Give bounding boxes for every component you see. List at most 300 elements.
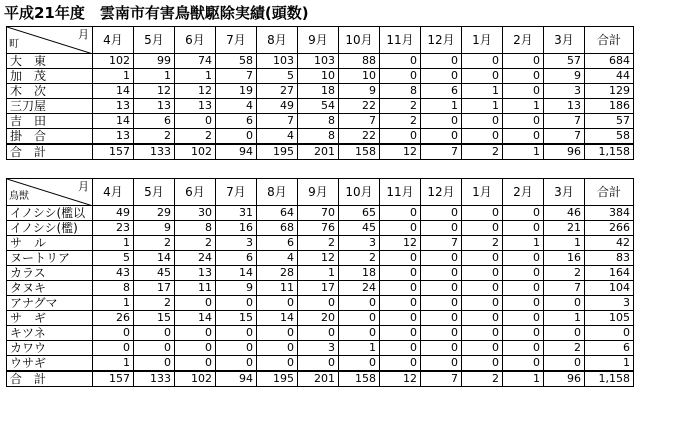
value-cell: 3 bbox=[339, 236, 380, 251]
value-cell: 102 bbox=[175, 371, 216, 387]
value-cell: 64 bbox=[257, 206, 298, 221]
value-cell: 157 bbox=[93, 371, 134, 387]
table-header-row bbox=[7, 179, 634, 206]
value-cell: 1 bbox=[421, 99, 462, 114]
value-cell: 1 bbox=[134, 69, 175, 84]
value-cell: 0 bbox=[503, 54, 544, 69]
column-header-month: 5月 bbox=[134, 179, 175, 206]
value-cell: 49 bbox=[93, 206, 134, 221]
value-cell: 96 bbox=[544, 144, 585, 160]
value-cell: 43 bbox=[93, 266, 134, 281]
value-cell: 0 bbox=[298, 356, 339, 372]
value-cell: 0 bbox=[544, 326, 585, 341]
value-cell: 11 bbox=[175, 281, 216, 296]
row-label: ヌートリア bbox=[7, 251, 93, 266]
value-cell: 96 bbox=[544, 371, 585, 387]
column-header-month: 7月 bbox=[216, 179, 257, 206]
value-cell: 11 bbox=[257, 281, 298, 296]
value-cell: 1 bbox=[503, 236, 544, 251]
value-cell: 13 bbox=[175, 99, 216, 114]
value-cell: 0 bbox=[257, 341, 298, 356]
value-cell: 16 bbox=[216, 221, 257, 236]
value-cell: 0 bbox=[380, 54, 421, 69]
value-cell: 74 bbox=[175, 54, 216, 69]
value-cell: 10 bbox=[298, 69, 339, 84]
value-cell: 14 bbox=[257, 311, 298, 326]
value-cell: 1 bbox=[503, 144, 544, 160]
column-header-month: 9月 bbox=[298, 27, 339, 54]
row-label: カワウ bbox=[7, 341, 93, 356]
value-cell: 133 bbox=[134, 371, 175, 387]
value-cell: 15 bbox=[134, 311, 175, 326]
row-label: 掛 合 bbox=[7, 129, 93, 145]
row-label: アナグマ bbox=[7, 296, 93, 311]
value-cell: 3 bbox=[216, 236, 257, 251]
value-cell: 7 bbox=[544, 129, 585, 145]
value-cell: 65 bbox=[339, 206, 380, 221]
value-cell: 1 bbox=[175, 69, 216, 84]
value-cell: 0 bbox=[216, 341, 257, 356]
table-row bbox=[7, 206, 634, 221]
table-row bbox=[7, 99, 634, 114]
value-cell: 7 bbox=[257, 114, 298, 129]
value-cell: 12 bbox=[380, 144, 421, 160]
value-cell: 158 bbox=[339, 371, 380, 387]
column-header-month: 12月 bbox=[421, 179, 462, 206]
page-title: 平成21年度 雲南市有害鳥獣駆除実績(頭数) bbox=[4, 4, 309, 22]
value-cell: 1 bbox=[462, 84, 503, 99]
value-cell: 2 bbox=[544, 341, 585, 356]
value-cell: 17 bbox=[298, 281, 339, 296]
value-cell: 1 bbox=[503, 99, 544, 114]
value-cell: 0 bbox=[93, 341, 134, 356]
value-cell: 13 bbox=[93, 129, 134, 145]
value-cell: 13 bbox=[544, 99, 585, 114]
value-cell: 1 bbox=[93, 69, 134, 84]
row-total-cell: 57 bbox=[585, 114, 634, 129]
table-row bbox=[7, 236, 634, 251]
row-total-cell: 104 bbox=[585, 281, 634, 296]
value-cell: 99 bbox=[134, 54, 175, 69]
value-cell: 0 bbox=[216, 356, 257, 372]
column-header-month: 9月 bbox=[298, 179, 339, 206]
value-cell: 57 bbox=[544, 54, 585, 69]
row-total-cell: 42 bbox=[585, 236, 634, 251]
value-cell: 0 bbox=[421, 221, 462, 236]
value-cell: 10 bbox=[339, 69, 380, 84]
value-cell: 0 bbox=[503, 356, 544, 372]
value-cell: 8 bbox=[175, 221, 216, 236]
value-cell: 0 bbox=[339, 326, 380, 341]
value-cell: 0 bbox=[421, 341, 462, 356]
value-cell: 0 bbox=[503, 311, 544, 326]
value-cell: 0 bbox=[421, 281, 462, 296]
value-cell: 3 bbox=[544, 84, 585, 99]
total-row bbox=[7, 371, 634, 387]
value-cell: 9 bbox=[544, 69, 585, 84]
value-cell: 8 bbox=[298, 129, 339, 145]
row-total-cell: 164 bbox=[585, 266, 634, 281]
value-cell: 12 bbox=[298, 251, 339, 266]
row-label: サ ギ bbox=[7, 311, 93, 326]
value-cell: 0 bbox=[462, 251, 503, 266]
value-cell: 0 bbox=[380, 266, 421, 281]
value-cell: 0 bbox=[462, 114, 503, 129]
value-cell: 45 bbox=[134, 266, 175, 281]
value-cell: 0 bbox=[175, 341, 216, 356]
value-cell: 23 bbox=[93, 221, 134, 236]
table-row bbox=[7, 356, 634, 372]
value-cell: 18 bbox=[339, 266, 380, 281]
value-cell: 31 bbox=[216, 206, 257, 221]
value-cell: 19 bbox=[216, 84, 257, 99]
value-cell: 94 bbox=[216, 371, 257, 387]
value-cell: 58 bbox=[216, 54, 257, 69]
value-cell: 0 bbox=[503, 326, 544, 341]
column-header-month: 5月 bbox=[134, 27, 175, 54]
row-total-cell: 6 bbox=[585, 341, 634, 356]
value-cell: 17 bbox=[134, 281, 175, 296]
row-label: カラス bbox=[7, 266, 93, 281]
row-total-cell: 3 bbox=[585, 296, 634, 311]
value-cell: 0 bbox=[503, 69, 544, 84]
value-cell: 0 bbox=[462, 69, 503, 84]
value-cell: 4 bbox=[216, 99, 257, 114]
value-cell: 76 bbox=[298, 221, 339, 236]
value-cell: 2 bbox=[134, 296, 175, 311]
column-header-month: 8月 bbox=[257, 179, 298, 206]
value-cell: 54 bbox=[298, 99, 339, 114]
value-cell: 88 bbox=[339, 54, 380, 69]
value-cell: 27 bbox=[257, 84, 298, 99]
value-cell: 13 bbox=[93, 99, 134, 114]
table-by-town bbox=[6, 26, 634, 160]
value-cell: 0 bbox=[421, 114, 462, 129]
value-cell: 0 bbox=[175, 356, 216, 372]
value-cell: 0 bbox=[134, 341, 175, 356]
value-cell: 28 bbox=[257, 266, 298, 281]
value-cell: 102 bbox=[93, 54, 134, 69]
value-cell: 5 bbox=[93, 251, 134, 266]
total-row bbox=[7, 144, 634, 160]
value-cell: 2 bbox=[380, 99, 421, 114]
value-cell: 0 bbox=[544, 356, 585, 372]
table-row bbox=[7, 129, 634, 145]
value-cell: 0 bbox=[462, 296, 503, 311]
value-cell: 0 bbox=[257, 356, 298, 372]
column-header-month: 11月 bbox=[380, 27, 421, 54]
row-total-cell: 1,158 bbox=[585, 371, 634, 387]
value-cell: 7 bbox=[421, 371, 462, 387]
row-label: 三刀屋 bbox=[7, 99, 93, 114]
value-cell: 0 bbox=[462, 54, 503, 69]
value-cell: 0 bbox=[380, 296, 421, 311]
value-cell: 46 bbox=[544, 206, 585, 221]
value-cell: 0 bbox=[380, 69, 421, 84]
column-header-month: 10月 bbox=[339, 179, 380, 206]
value-cell: 2 bbox=[134, 129, 175, 145]
value-cell: 14 bbox=[93, 84, 134, 99]
column-header-month: 11月 bbox=[380, 179, 421, 206]
value-cell: 158 bbox=[339, 144, 380, 160]
total-label: 合 計 bbox=[7, 371, 93, 387]
value-cell: 6 bbox=[421, 84, 462, 99]
value-cell: 0 bbox=[380, 251, 421, 266]
value-cell: 0 bbox=[503, 221, 544, 236]
value-cell: 195 bbox=[257, 371, 298, 387]
value-cell: 0 bbox=[175, 114, 216, 129]
value-cell: 7 bbox=[544, 114, 585, 129]
row-label: サ ル bbox=[7, 236, 93, 251]
value-cell: 16 bbox=[544, 251, 585, 266]
value-cell: 7 bbox=[216, 69, 257, 84]
value-cell: 0 bbox=[421, 266, 462, 281]
row-label: タヌキ bbox=[7, 281, 93, 296]
value-cell: 0 bbox=[503, 251, 544, 266]
table-row bbox=[7, 84, 634, 99]
value-cell: 12 bbox=[175, 84, 216, 99]
value-cell: 7 bbox=[339, 114, 380, 129]
corner-label-animal: 鳥獣 bbox=[9, 191, 29, 202]
value-cell: 0 bbox=[380, 221, 421, 236]
value-cell: 21 bbox=[544, 221, 585, 236]
row-total-cell: 684 bbox=[585, 54, 634, 69]
value-cell: 0 bbox=[503, 281, 544, 296]
value-cell: 1 bbox=[462, 99, 503, 114]
row-label: イノシシ(檻以 bbox=[7, 206, 93, 221]
column-header-month: 8月 bbox=[257, 27, 298, 54]
value-cell: 1 bbox=[544, 236, 585, 251]
value-cell: 0 bbox=[380, 281, 421, 296]
value-cell: 6 bbox=[134, 114, 175, 129]
row-label: キツネ bbox=[7, 326, 93, 341]
value-cell: 68 bbox=[257, 221, 298, 236]
value-cell: 14 bbox=[134, 251, 175, 266]
value-cell: 22 bbox=[339, 99, 380, 114]
table-row bbox=[7, 311, 634, 326]
row-total-cell: 58 bbox=[585, 129, 634, 145]
corner-cell bbox=[7, 27, 93, 54]
value-cell: 0 bbox=[380, 129, 421, 145]
value-cell: 2 bbox=[544, 266, 585, 281]
value-cell: 0 bbox=[216, 326, 257, 341]
value-cell: 2 bbox=[380, 114, 421, 129]
table-header-row bbox=[7, 27, 634, 54]
value-cell: 2 bbox=[175, 236, 216, 251]
value-cell: 0 bbox=[257, 326, 298, 341]
value-cell: 0 bbox=[421, 326, 462, 341]
value-cell: 195 bbox=[257, 144, 298, 160]
column-header-month: 1月 bbox=[462, 179, 503, 206]
table-row bbox=[7, 251, 634, 266]
value-cell: 0 bbox=[380, 356, 421, 372]
value-cell: 0 bbox=[175, 326, 216, 341]
value-cell: 0 bbox=[175, 296, 216, 311]
value-cell: 4 bbox=[257, 129, 298, 145]
value-cell: 0 bbox=[462, 206, 503, 221]
value-cell: 0 bbox=[380, 326, 421, 341]
value-cell: 14 bbox=[93, 114, 134, 129]
column-header-month: 3月 bbox=[544, 27, 585, 54]
column-header-month: 10月 bbox=[339, 27, 380, 54]
value-cell: 1 bbox=[544, 311, 585, 326]
value-cell: 6 bbox=[216, 251, 257, 266]
row-total-cell: 1,158 bbox=[585, 144, 634, 160]
column-header-month: 1月 bbox=[462, 27, 503, 54]
value-cell: 157 bbox=[93, 144, 134, 160]
row-total-cell: 1 bbox=[585, 356, 634, 372]
value-cell: 0 bbox=[503, 341, 544, 356]
value-cell: 0 bbox=[503, 129, 544, 145]
corner-label-month: 月 bbox=[78, 28, 89, 41]
total-label: 合 計 bbox=[7, 144, 93, 160]
value-cell: 0 bbox=[421, 251, 462, 266]
row-total-cell: 105 bbox=[585, 311, 634, 326]
value-cell: 0 bbox=[462, 266, 503, 281]
value-cell: 0 bbox=[421, 129, 462, 145]
row-label: ウサギ bbox=[7, 356, 93, 372]
value-cell: 1 bbox=[503, 371, 544, 387]
value-cell: 70 bbox=[298, 206, 339, 221]
value-cell: 0 bbox=[503, 84, 544, 99]
table-row bbox=[7, 221, 634, 236]
row-label: 木 次 bbox=[7, 84, 93, 99]
value-cell: 0 bbox=[339, 311, 380, 326]
value-cell: 0 bbox=[503, 266, 544, 281]
value-cell: 0 bbox=[380, 206, 421, 221]
value-cell: 2 bbox=[462, 144, 503, 160]
value-cell: 103 bbox=[257, 54, 298, 69]
row-total-cell: 0 bbox=[585, 326, 634, 341]
value-cell: 0 bbox=[257, 296, 298, 311]
value-cell: 0 bbox=[421, 206, 462, 221]
value-cell: 49 bbox=[257, 99, 298, 114]
value-cell: 0 bbox=[380, 341, 421, 356]
table-row bbox=[7, 296, 634, 311]
value-cell: 12 bbox=[380, 371, 421, 387]
corner-cell bbox=[7, 179, 93, 206]
column-header-month: 4月 bbox=[93, 27, 134, 54]
value-cell: 15 bbox=[216, 311, 257, 326]
value-cell: 0 bbox=[134, 326, 175, 341]
value-cell: 0 bbox=[462, 281, 503, 296]
value-cell: 103 bbox=[298, 54, 339, 69]
value-cell: 133 bbox=[134, 144, 175, 160]
value-cell: 0 bbox=[544, 296, 585, 311]
table-row bbox=[7, 54, 634, 69]
value-cell: 1 bbox=[298, 266, 339, 281]
value-cell: 0 bbox=[339, 296, 380, 311]
value-cell: 0 bbox=[503, 114, 544, 129]
value-cell: 9 bbox=[339, 84, 380, 99]
value-cell: 201 bbox=[298, 144, 339, 160]
value-cell: 7 bbox=[421, 144, 462, 160]
value-cell: 2 bbox=[298, 236, 339, 251]
column-header-month: 7月 bbox=[216, 27, 257, 54]
value-cell: 18 bbox=[298, 84, 339, 99]
value-cell: 9 bbox=[134, 221, 175, 236]
value-cell: 0 bbox=[421, 311, 462, 326]
value-cell: 1 bbox=[93, 236, 134, 251]
row-total-cell: 44 bbox=[585, 69, 634, 84]
column-header-month: 6月 bbox=[175, 27, 216, 54]
row-label: 吉 田 bbox=[7, 114, 93, 129]
table-row bbox=[7, 266, 634, 281]
row-label: 加 茂 bbox=[7, 69, 93, 84]
value-cell: 22 bbox=[339, 129, 380, 145]
value-cell: 9 bbox=[216, 281, 257, 296]
row-total-cell: 83 bbox=[585, 251, 634, 266]
value-cell: 0 bbox=[421, 54, 462, 69]
corner-label-month: 月 bbox=[78, 180, 89, 193]
value-cell: 7 bbox=[421, 236, 462, 251]
value-cell: 24 bbox=[339, 281, 380, 296]
value-cell: 0 bbox=[462, 311, 503, 326]
row-total-cell: 266 bbox=[585, 221, 634, 236]
column-header-month: 4月 bbox=[93, 179, 134, 206]
value-cell: 6 bbox=[216, 114, 257, 129]
value-cell: 201 bbox=[298, 371, 339, 387]
value-cell: 102 bbox=[175, 144, 216, 160]
value-cell: 14 bbox=[175, 311, 216, 326]
column-header-month: 2月 bbox=[503, 179, 544, 206]
value-cell: 0 bbox=[93, 326, 134, 341]
value-cell: 0 bbox=[298, 326, 339, 341]
value-cell: 0 bbox=[380, 311, 421, 326]
value-cell: 29 bbox=[134, 206, 175, 221]
value-cell: 8 bbox=[93, 281, 134, 296]
value-cell: 12 bbox=[134, 84, 175, 99]
value-cell: 30 bbox=[175, 206, 216, 221]
value-cell: 0 bbox=[216, 296, 257, 311]
value-cell: 0 bbox=[421, 296, 462, 311]
value-cell: 0 bbox=[462, 129, 503, 145]
value-cell: 94 bbox=[216, 144, 257, 160]
value-cell: 20 bbox=[298, 311, 339, 326]
value-cell: 1 bbox=[93, 296, 134, 311]
value-cell: 0 bbox=[503, 206, 544, 221]
table-row bbox=[7, 69, 634, 84]
value-cell: 0 bbox=[462, 326, 503, 341]
value-cell: 26 bbox=[93, 311, 134, 326]
table-row bbox=[7, 114, 634, 129]
table-row bbox=[7, 281, 634, 296]
value-cell: 1 bbox=[339, 341, 380, 356]
value-cell: 13 bbox=[175, 266, 216, 281]
value-cell: 0 bbox=[134, 356, 175, 372]
value-cell: 0 bbox=[421, 69, 462, 84]
value-cell: 2 bbox=[339, 251, 380, 266]
value-cell: 0 bbox=[298, 296, 339, 311]
column-header-month: 12月 bbox=[421, 27, 462, 54]
table-by-animal bbox=[6, 178, 634, 387]
value-cell: 14 bbox=[216, 266, 257, 281]
value-cell: 3 bbox=[298, 341, 339, 356]
row-total-cell: 129 bbox=[585, 84, 634, 99]
value-cell: 45 bbox=[339, 221, 380, 236]
value-cell: 0 bbox=[462, 221, 503, 236]
value-cell: 7 bbox=[544, 281, 585, 296]
row-total-cell: 384 bbox=[585, 206, 634, 221]
value-cell: 0 bbox=[503, 296, 544, 311]
value-cell: 24 bbox=[175, 251, 216, 266]
value-cell: 0 bbox=[216, 129, 257, 145]
value-cell: 5 bbox=[257, 69, 298, 84]
value-cell: 13 bbox=[134, 99, 175, 114]
value-cell: 0 bbox=[339, 356, 380, 372]
value-cell: 2 bbox=[134, 236, 175, 251]
value-cell: 8 bbox=[298, 114, 339, 129]
